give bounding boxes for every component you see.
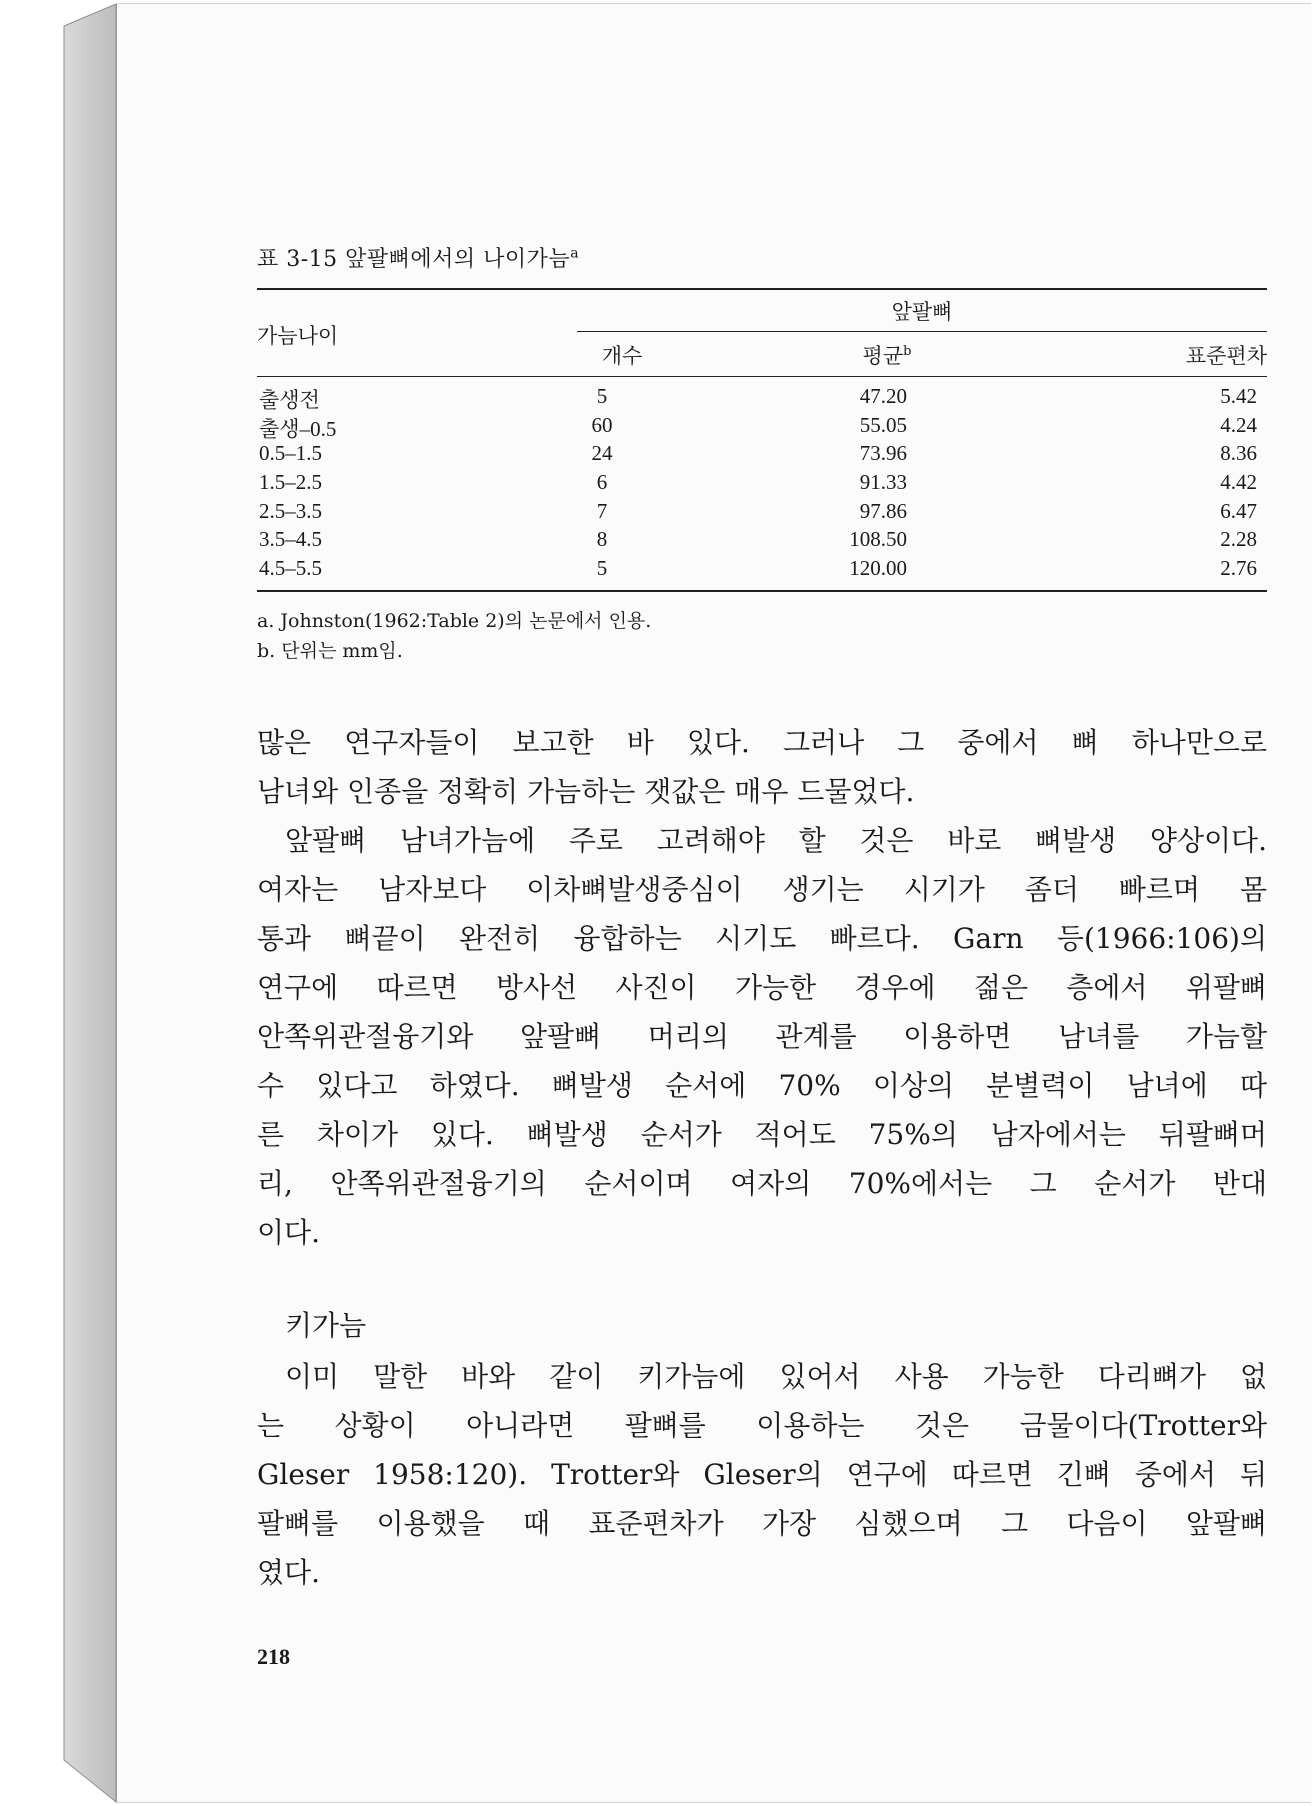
paragraph-2 — [257, 816, 1267, 1257]
table-group-header: 앞팔뼈 — [891, 300, 953, 324]
table-cell-count: 5 — [596, 384, 608, 408]
table-cell-mean: 47.20 — [859, 384, 907, 408]
table-cell-sd: 6.47 — [1220, 498, 1257, 523]
table-cell-mean: 97.86 — [859, 498, 907, 523]
table-cell-sd: 8.36 — [1220, 441, 1257, 466]
paragraph-line: 통과 뼈끝이 완전히 융합하는 시기도 빠르다. Garn 등(1966:106)의 — [257, 922, 1267, 955]
paragraph-line: 수 있다고 하였다. 뼈발생 순서에 70% 이상의 분별력이 남녀에 따 — [257, 1069, 1267, 1102]
paragraph-line: 안쪽위관절융기와 앞팔뼈 머리의 관계를 이용하면 남녀를 가늠할 — [257, 1020, 1267, 1053]
table-cell-mean: 73.96 — [859, 441, 907, 466]
table-caption-text: 표 3-15 앞팔뼈에서의 나이가늠 — [257, 247, 571, 272]
table-row — [257, 441, 1267, 470]
table-cell-count: 8 — [596, 527, 608, 552]
table-cell-age: 0.5–1.5 — [259, 441, 322, 466]
paragraph-line: 팔뼈를 이용했을 때 표준편차가 가장 심했으며 그 다음이 앞팔뼈 — [257, 1507, 1267, 1540]
table-cell-age: 출생–0.5 — [259, 416, 337, 441]
table-cell-count: 60 — [591, 412, 613, 437]
table-body — [257, 384, 1267, 585]
table-cell-age: 2.5–3.5 — [259, 498, 322, 523]
table-row — [257, 470, 1267, 499]
table-col-mean-label: 평균 — [862, 344, 904, 368]
table-cell-count: 7 — [596, 498, 608, 523]
table-cell-sd: 2.76 — [1220, 556, 1257, 581]
book-page — [116, 4, 1312, 1802]
paragraph-line: 앞팔뼈 남녀가늠에 주로 고려해야 할 것은 바로 뼈발생 양상이다. — [285, 824, 1267, 857]
table-top-rule — [257, 288, 1267, 290]
table-row-header: 가늠나이 — [257, 324, 339, 348]
paragraph-line: 연구에 따르면 방사선 사진이 가능한 경우에 젊은 층에서 위팔뼈 — [257, 971, 1267, 1004]
table-cell-mean: 55.05 — [859, 412, 907, 437]
table-cell-age: 1.5–2.5 — [259, 470, 322, 495]
table-row — [257, 413, 1267, 442]
paragraph-line: 이미 말한 바와 같이 키가늠에 있어서 사용 가능한 다리뼈가 없 — [285, 1360, 1267, 1393]
table-row — [257, 556, 1267, 585]
table-group-rule — [577, 331, 1267, 332]
paragraph-line: 남녀와 인종을 정확히 가늠하는 잿값은 매우 드물었다. — [257, 775, 915, 808]
table-header-rule — [257, 376, 1267, 377]
paragraph-line: 였다. — [257, 1556, 320, 1589]
table-cell-sd: 5.42 — [1220, 384, 1257, 408]
table-col-sd: 표준편차 — [1185, 344, 1267, 368]
table-cell-count: 6 — [596, 470, 608, 495]
table-col-mean — [817, 340, 957, 370]
table-row — [257, 499, 1267, 528]
table-cell-mean: 120.00 — [849, 556, 907, 581]
table-caption-footnote-mark: a — [570, 245, 580, 262]
paragraph-line: 른 차이가 있다. 뼈발생 순서가 적어도 75%의 남자에서는 뒤팔뼈머 — [257, 1118, 1267, 1151]
table-cell-sd: 4.24 — [1220, 412, 1257, 437]
table-caption — [257, 242, 579, 273]
page-number: 218 — [257, 1644, 290, 1669]
table-row — [257, 527, 1267, 556]
table-cell-count: 5 — [596, 556, 608, 581]
section-subhead: 키가늠 — [285, 1309, 367, 1342]
paragraph-3 — [257, 1352, 1267, 1597]
paragraph-line: Gleser 1958:120). Trotter와 Gleser의 연구에 따르면 긴뼈 중에서 뒤 — [257, 1458, 1267, 1491]
table-cell-sd: 4.42 — [1220, 470, 1257, 495]
paragraph-line: 이다. — [257, 1216, 320, 1249]
paragraph-1 — [257, 718, 1267, 816]
table-col-mean-footnote-mark: b — [903, 344, 912, 359]
table-col-count: 개수 — [601, 344, 643, 368]
paragraph-line: 는 상황이 아니라면 팔뼈를 이용하는 것은 금물이다(Trotter와 — [257, 1409, 1267, 1442]
table-cell-age: 4.5–5.5 — [259, 556, 322, 581]
paragraph-line: 많은 연구자들이 보고한 바 있다. 그러나 그 중에서 뼈 하나만으로 — [257, 726, 1267, 759]
paragraph-line: 여자는 남자보다 이차뼈발생중심이 생기는 시기가 좀더 빠르며 몸 — [257, 873, 1267, 906]
footnote-b: b. 단위는 mm임. — [257, 640, 403, 662]
paragraph-line: 리, 안쪽위관절융기의 순서이며 여자의 70%에서는 그 순서가 반대 — [257, 1167, 1267, 1200]
table-cell-mean: 91.33 — [859, 470, 907, 495]
table-cell-age: 3.5–4.5 — [259, 527, 322, 552]
footnote-a: a. Johnston(1962:Table 2)의 논문에서 인용. — [257, 610, 652, 632]
table-cell-mean: 108.50 — [849, 527, 907, 552]
table-cell-sd: 2.28 — [1220, 527, 1257, 552]
table-row — [257, 384, 1267, 413]
table-cell-count: 24 — [591, 441, 613, 466]
table-bottom-rule — [257, 590, 1267, 592]
table-cell-age: 출생전 — [259, 388, 320, 412]
